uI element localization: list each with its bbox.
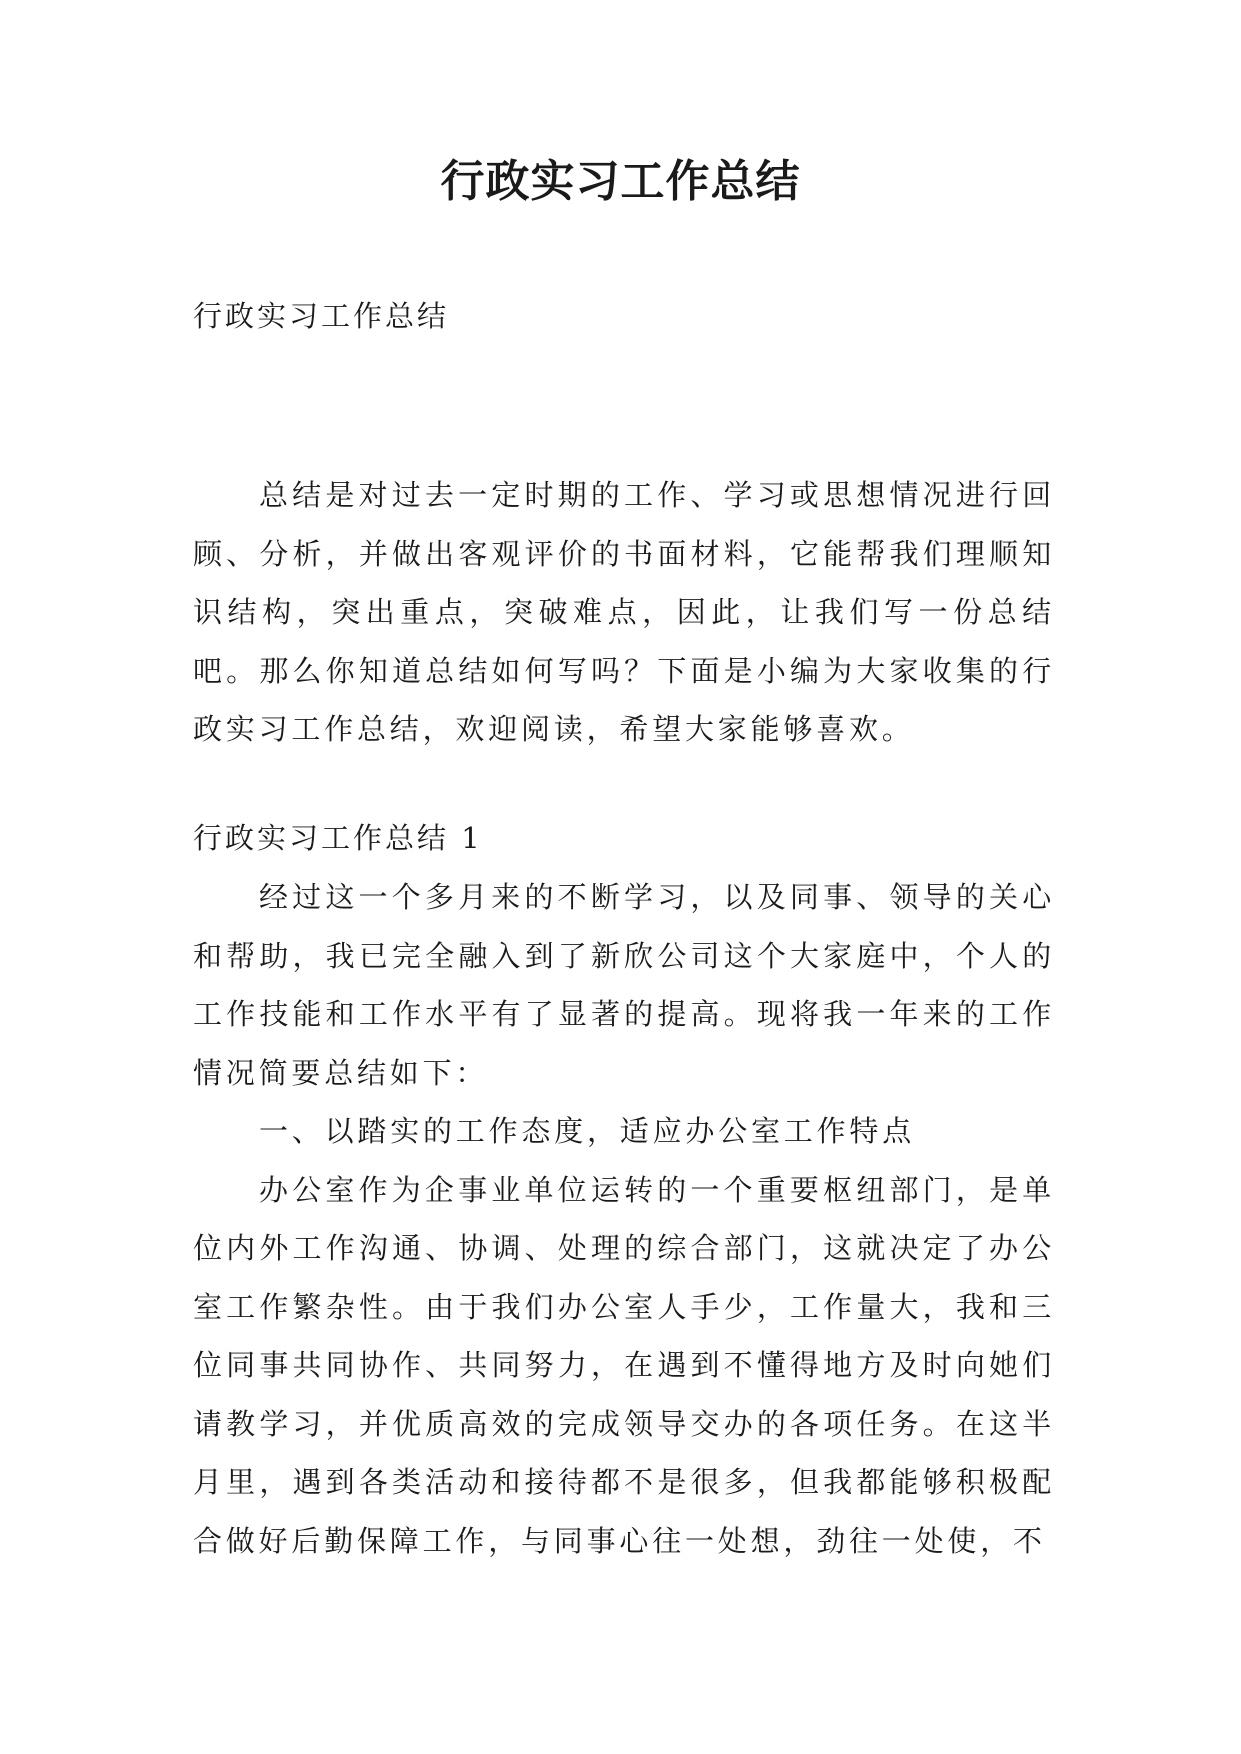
document-subtitle: 行政实习工作总结 xyxy=(193,299,450,333)
intro-section xyxy=(193,466,1055,759)
subheading-paragraph: 一、以踏实的工作态度，适应办公室工作特点 xyxy=(259,1114,916,1148)
body-paragraph: 办公室作为企事业单位运转的一个重要枢纽部门，是单位内外工作沟通、协调、处理的综合部门，这就决定了办公室工作繁杂性。由于我们办公室人手少，工作量大，我和三位同事共同协作、共同努力，在遇到不懂得地方及时向她们请教学习，并优质高效的完成领导交办的各项任务。在这半月里，遇到各类活动和接待都不是很多，但我都能够积极配合做好后勤保障工作，与同事心往一处想，劲往一处使，不 xyxy=(193,1172,1055,1558)
section-heading: 行政实习工作总结 1 xyxy=(193,821,483,855)
section-body xyxy=(193,868,1055,1570)
document-title: 行政实习工作总结 xyxy=(440,156,801,207)
body-paragraph: 经过这一个多月来的不断学习，以及同事、领导的关心和帮助，我已完全融入到了新欣公司这个大家庭中，个人的工作技能和工作水平有了显著的提高。现将我一年来的工作情况简要总结如下： xyxy=(193,880,1055,1090)
intro-paragraph: 总结是对过去一定时期的工作、学习或思想情况进行回顾、分析，并做出客观评价的书面材料，它能帮我们理顺知识结构，突出重点，突破难点，因此，让我们写一份总结吧。那么你知道总结如何写吗？下面是小编为大家收集的行政实习工作总结，欢迎阅读，希望大家能够喜欢。 xyxy=(193,478,1055,746)
